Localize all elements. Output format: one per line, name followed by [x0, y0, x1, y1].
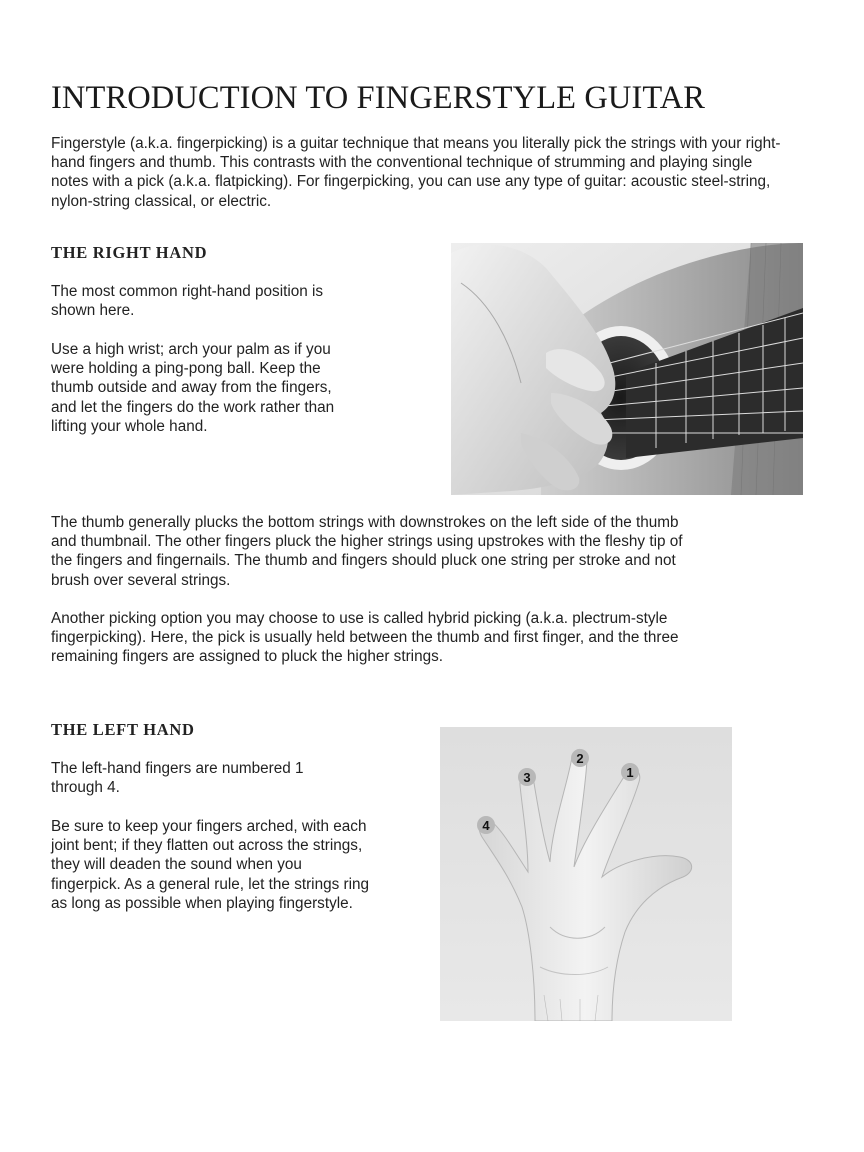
- right-hand-paragraph-4: Another picking option you may choose to use is called hybrid picking (a.k.a. plectrum-style fingerpicking). Here, the pick is usually held between the thumb and first finger, and the three remaining fingers are assigned to pluck the higher strings.: [51, 610, 679, 666]
- right-hand-paragraph-2: Use a high wrist; arch your palm as if you were holding a ping-pong ball. Keep the thumb outside and away from the fingers, and let the fingers do the work rather than lifting your whole hand.: [51, 341, 335, 435]
- finger-label-4: 4: [482, 818, 490, 833]
- left-hand-photo: [440, 727, 732, 1021]
- right-hand-paragraph-3: The thumb generally plucks the bottom strings with downstrokes on the left side of the thumb and thumbnail. The other fingers pluck the higher strings using upstrokes with the fleshy tip of the fingers and fingernails. The thumb and fingers should pluck one string per stroke and not brush over several strings.: [51, 514, 683, 589]
- right-hand-paragraph-1: The most common right-hand position is shown here.: [51, 283, 324, 320]
- finger-label-1: 1: [626, 765, 634, 780]
- left-hand-paragraph-2: Be sure to keep your fingers arched, with each joint bent; if they flatten out across the strings, they will deaden the sound when you fingerpick. As a general rule, let the strings ring as long as possible when playing fingerstyle.: [51, 818, 370, 912]
- right-hand-heading: THE RIGHT HAND: [51, 243, 208, 262]
- right-hand-photo: [451, 243, 803, 495]
- left-hand-paragraph-1: The left-hand fingers are numbered 1 through 4.: [51, 760, 304, 797]
- intro-paragraph: Fingerstyle (a.k.a. fingerpicking) is a guitar technique that means you literally pick the strings with your right-hand fingers and thumb. This contrasts with the conventional technique of strumming and playing single notes with a pick (a.k.a. flatpicking). For fingerpicking, you can use any type of guitar: acoustic steel-string, nylon-string classical, or electric.: [51, 135, 781, 210]
- finger-label-3: 3: [523, 770, 531, 785]
- left-hand-heading: THE LEFT HAND: [51, 720, 195, 739]
- finger-label-2: 2: [576, 751, 584, 766]
- page-title: INTRODUCTION TO FINGERSTYLE GUITAR: [51, 80, 706, 116]
